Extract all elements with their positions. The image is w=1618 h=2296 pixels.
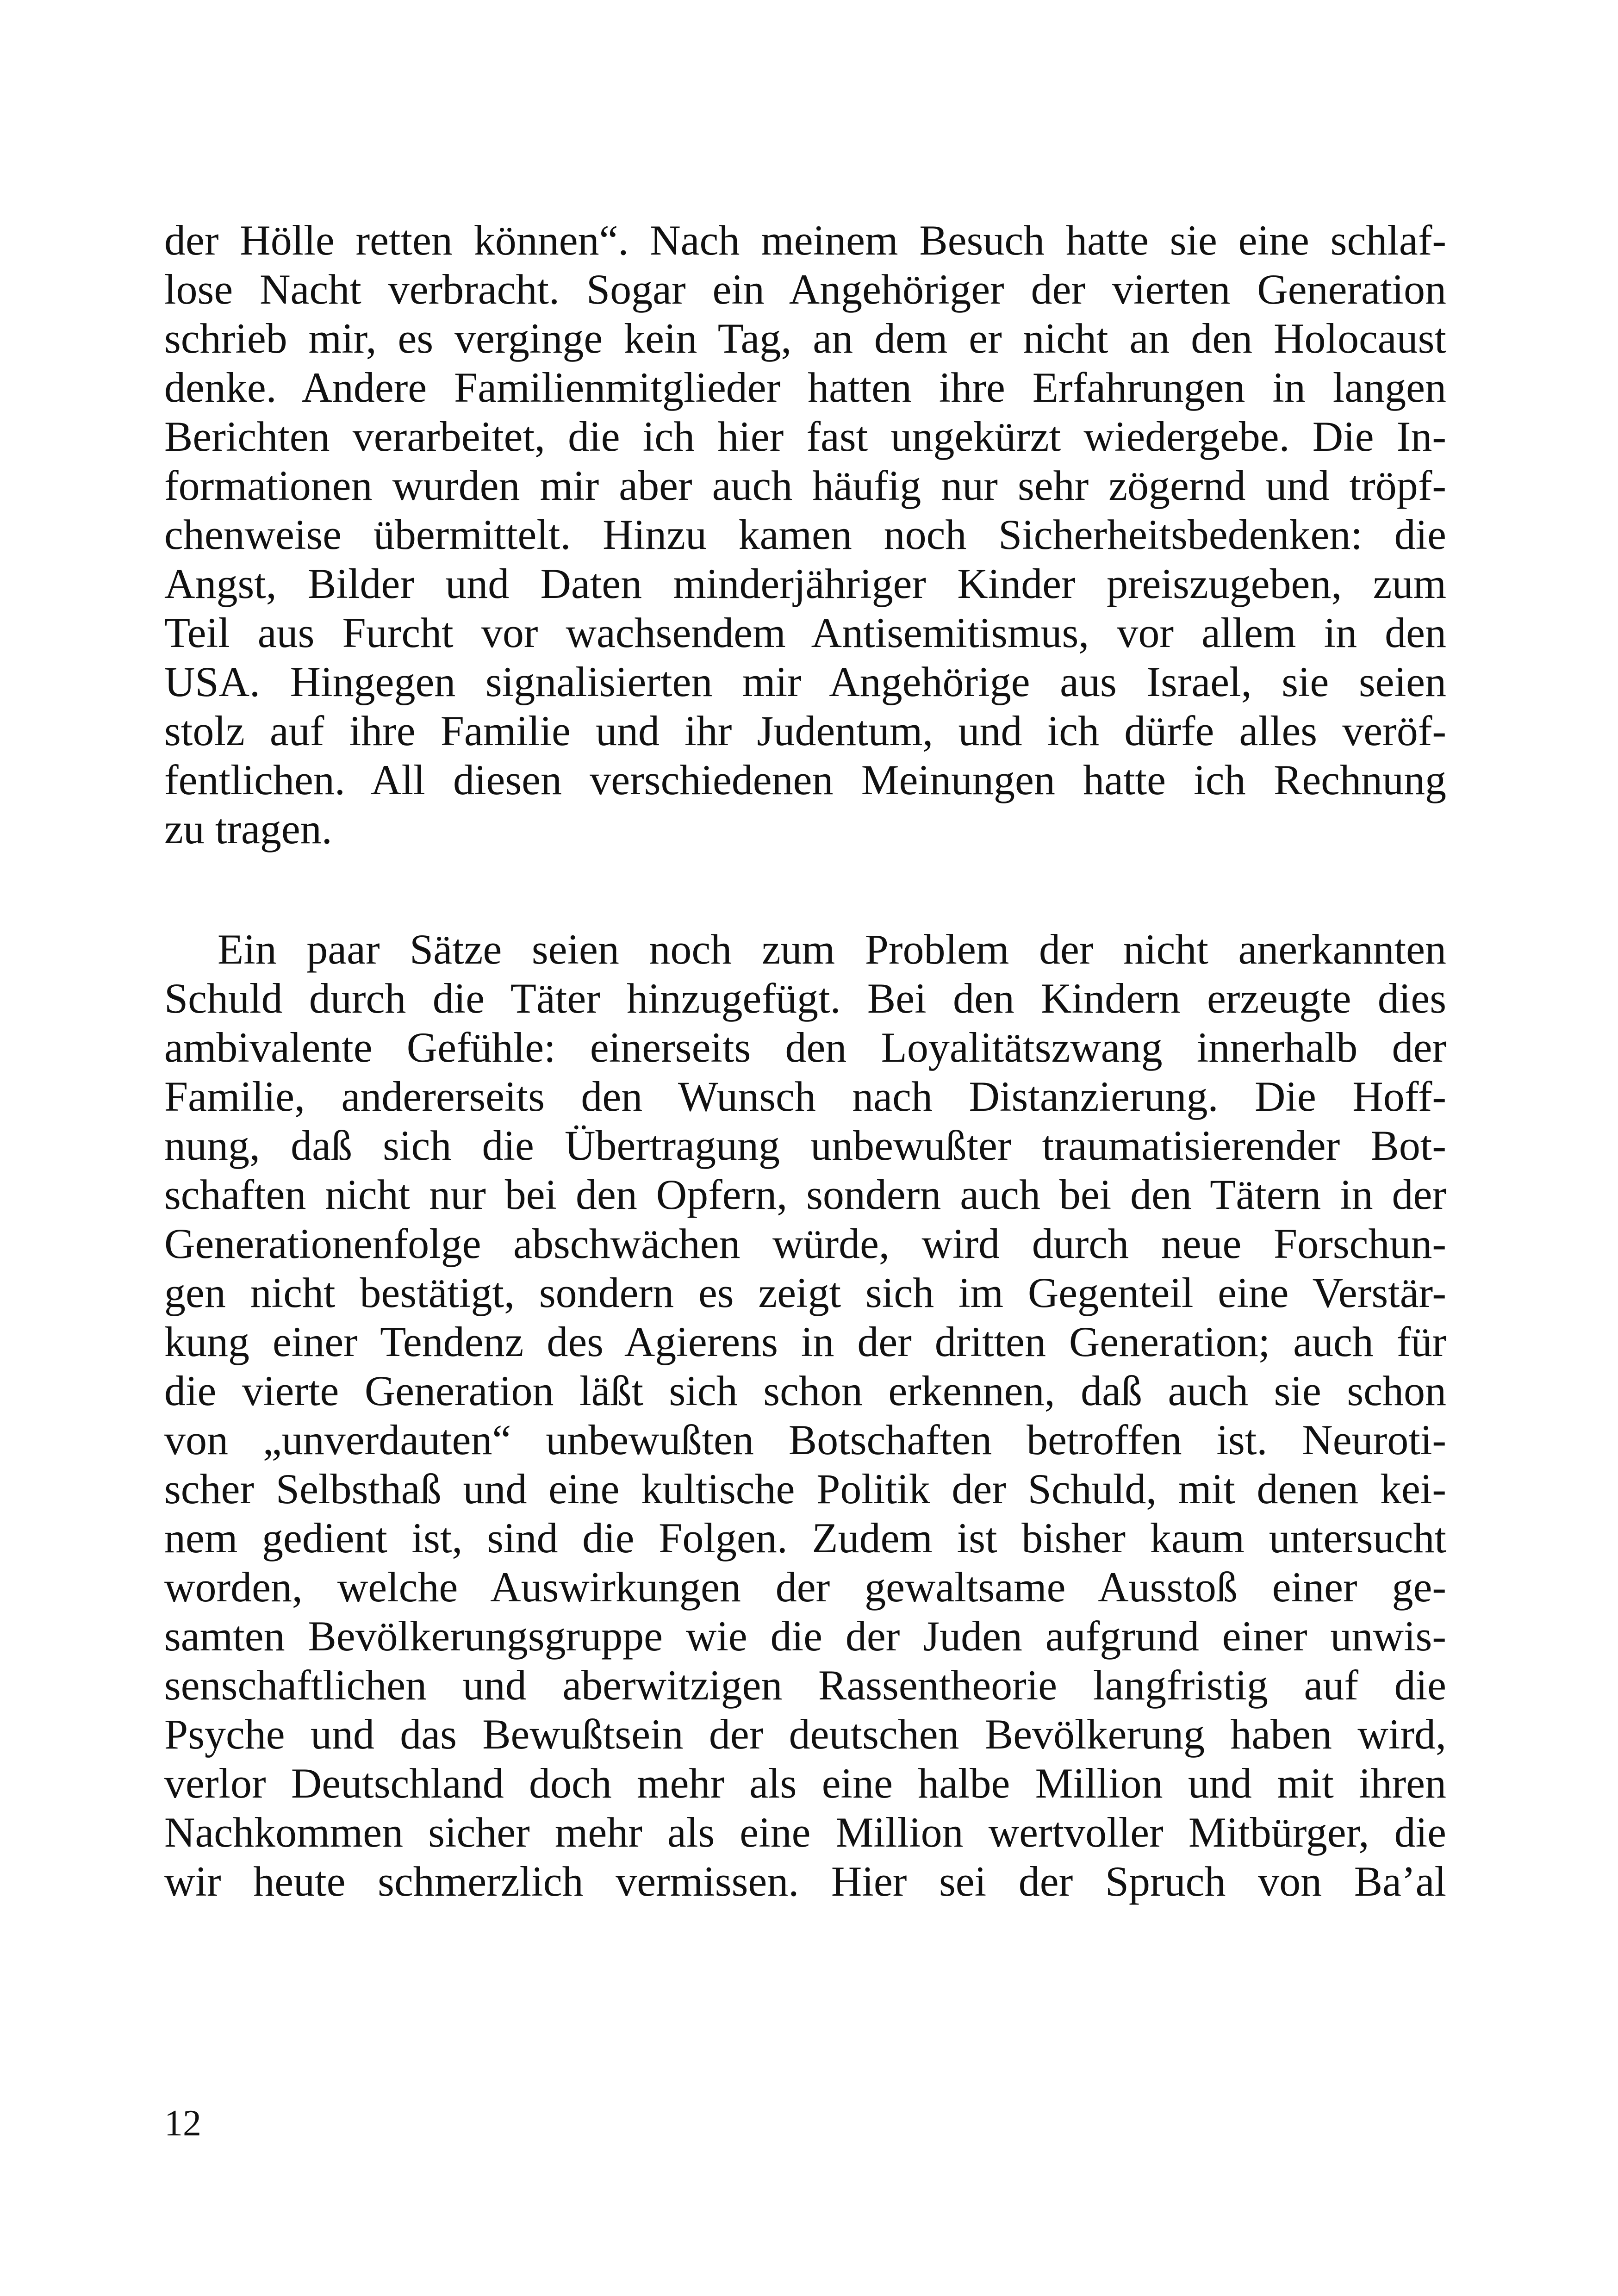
- text-line: Schuld durch die Täter hinzugefügt. Bei den Kindern erzeugte dies: [164, 975, 1446, 1022]
- paragraph-2: [164, 925, 1446, 1906]
- text-line: Familie, andererseits den Wunsch nach Distanzierung. Die Hoff-: [164, 1073, 1446, 1120]
- text-line: die vierte Generation läßt sich schon erkennen, daß auch sie schon: [164, 1367, 1446, 1414]
- text-line: schaften nicht nur bei den Opfern, sondern auch bei den Tätern in der: [164, 1171, 1446, 1218]
- text-line: worden, welche Auswirkungen der gewaltsame Ausstoß einer ge-: [164, 1563, 1446, 1611]
- text-line: ambivalente Gefühle: einerseits den Loyalitätszwang innerhalb der: [164, 1024, 1446, 1071]
- text-line: scher Selbsthaß und eine kultische Politik der Schuld, mit denen kei-: [164, 1465, 1446, 1512]
- text-line: nung, daß sich die Übertragung unbewußter traumatisierender Bot-: [164, 1122, 1446, 1169]
- text-line: Berichten verarbeitet, die ich hier fast ungekürzt wiedergebe. Die In-: [164, 413, 1446, 460]
- text-line: Ein paar Sätze seien noch zum Problem der nicht anerkannten: [218, 926, 1446, 973]
- text-line: Nachkommen sicher mehr als eine Million wertvoller Mitbürger, die: [164, 1809, 1446, 1856]
- text-line: kung einer Tendenz des Agierens in der dritten Generation; auch für: [164, 1318, 1446, 1365]
- text-line: USA. Hingegen signalisierten mir Angehörige aus Israel, sie seien: [164, 658, 1446, 705]
- text-line: lose Nacht verbracht. Sogar ein Angehöriger der vierten Generation: [164, 266, 1446, 313]
- text-line: denke. Andere Familienmitglieder hatten ihre Erfahrungen in langen: [164, 364, 1446, 411]
- text-line: chenweise übermittelt. Hinzu kamen noch Sicherheitsbedenken: die: [164, 511, 1446, 558]
- text-line: senschaftlichen und aberwitzigen Rassentheorie langfristig auf die: [164, 1661, 1446, 1709]
- text-line: formationen wurden mir aber auch häufig nur sehr zögernd und tröpf-: [164, 462, 1446, 509]
- text-line: stolz auf ihre Familie und ihr Judentum, und ich dürfe alles veröf-: [164, 707, 1446, 754]
- text-line: samten Bevölkerungsgruppe wie die der Juden aufgrund einer unwis-: [164, 1612, 1446, 1660]
- text-line: verlor Deutschland doch mehr als eine halbe Million und mit ihren: [164, 1760, 1446, 1807]
- text-line: fentlichen. All diesen verschiedenen Meinungen hatte ich Rechnung: [164, 756, 1446, 803]
- page-number: 12: [164, 2103, 201, 2144]
- text-line: Teil aus Furcht vor wachsendem Antisemitismus, vor allem in den: [164, 609, 1446, 656]
- text-line: Psyche und das Bewußtsein der deutschen Bevölkerung haben wird,: [164, 1711, 1446, 1758]
- text-line: Angst, Bilder und Daten minderjähriger Kinder preiszugeben, zum: [164, 560, 1446, 607]
- text-line: wir heute schmerzlich vermissen. Hier sei der Spruch von Ba’al: [164, 1858, 1446, 1905]
- text-line: schrieb mir, es verginge kein Tag, an dem er nicht an den Holocaust: [164, 315, 1446, 362]
- text-line: nem gedient ist, sind die Folgen. Zudem ist bisher kaum untersucht: [164, 1514, 1446, 1562]
- text-line: von „unverdauten“ unbewußten Botschaften betroffen ist. Neuroti-: [164, 1416, 1446, 1463]
- paragraph-1: [164, 216, 1446, 853]
- text-line: zu tragen.: [164, 805, 332, 852]
- text-line: gen nicht bestätigt, sondern es zeigt sich im Gegenteil eine Verstär-: [164, 1269, 1446, 1316]
- text-line: der Hölle retten können“. Nach meinem Besuch hatte sie eine schlaf-: [164, 217, 1446, 264]
- text-line: Generationenfolge abschwächen würde, wird durch neue Forschun-: [164, 1220, 1446, 1267]
